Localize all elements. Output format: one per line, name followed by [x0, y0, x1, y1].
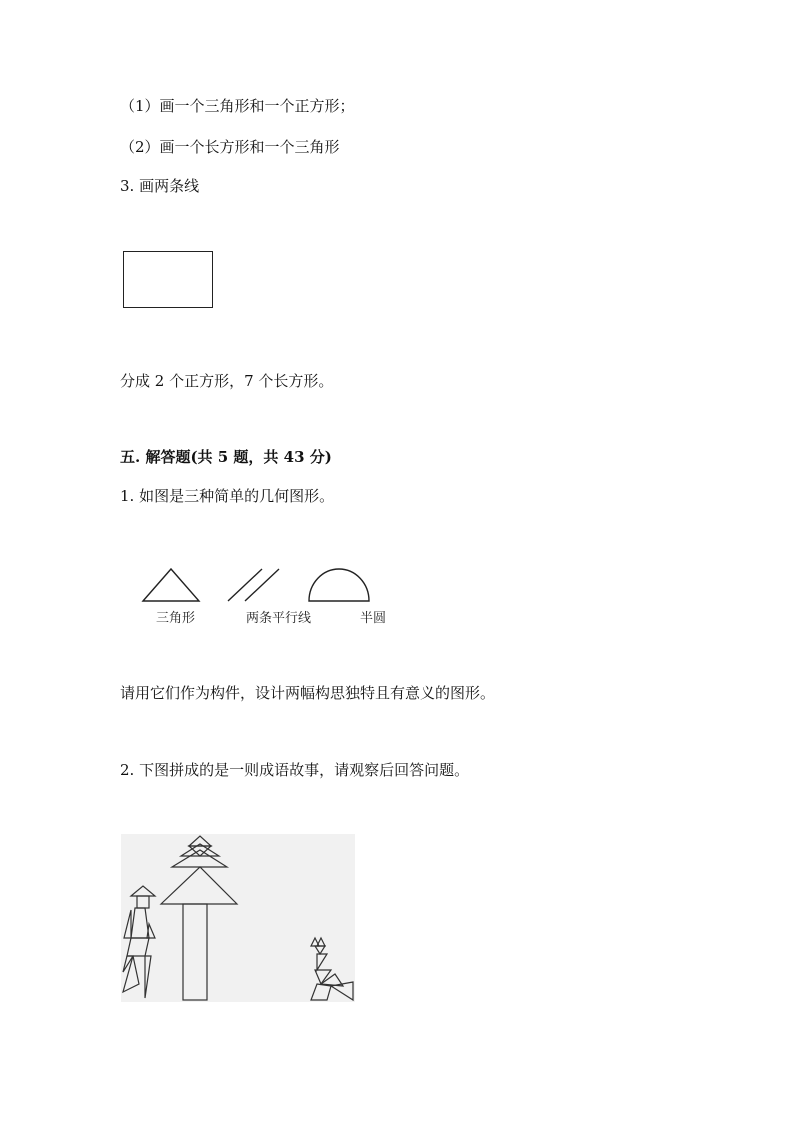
question-1-instruction: 请用它们作为构件，设计两幅构思独特且有意义的图形。: [120, 684, 496, 702]
question-3-title: 3. 画两条线: [120, 177, 200, 195]
semicircle-shape: [305, 564, 373, 604]
question-3-instruction: 分成 2 个正方形，7 个长方形。: [120, 372, 334, 390]
draw-task-1: （1）画一个三角形和一个正方形；: [120, 97, 355, 115]
triangle-label: 三角形: [156, 611, 196, 626]
parallel-lines-shape: [225, 566, 285, 604]
rectangle-figure: [123, 251, 213, 308]
section-heading: 五. 解答题(共 5 题，共 43 分): [120, 448, 332, 466]
draw-task-2: （2）画一个长方形和一个三角形: [120, 138, 340, 156]
question-2-title: 2. 下图拼成的是一则成语故事，请观察后回答问题。: [120, 761, 470, 779]
question-1-title: 1. 如图是三种简单的几何图形。: [120, 487, 335, 505]
triangle-shape: [140, 566, 202, 604]
parallel-lines-label: 两条平行线: [246, 611, 312, 626]
semicircle-label: 半圆: [360, 611, 387, 626]
tangram-figure-drawing: [121, 834, 355, 1002]
